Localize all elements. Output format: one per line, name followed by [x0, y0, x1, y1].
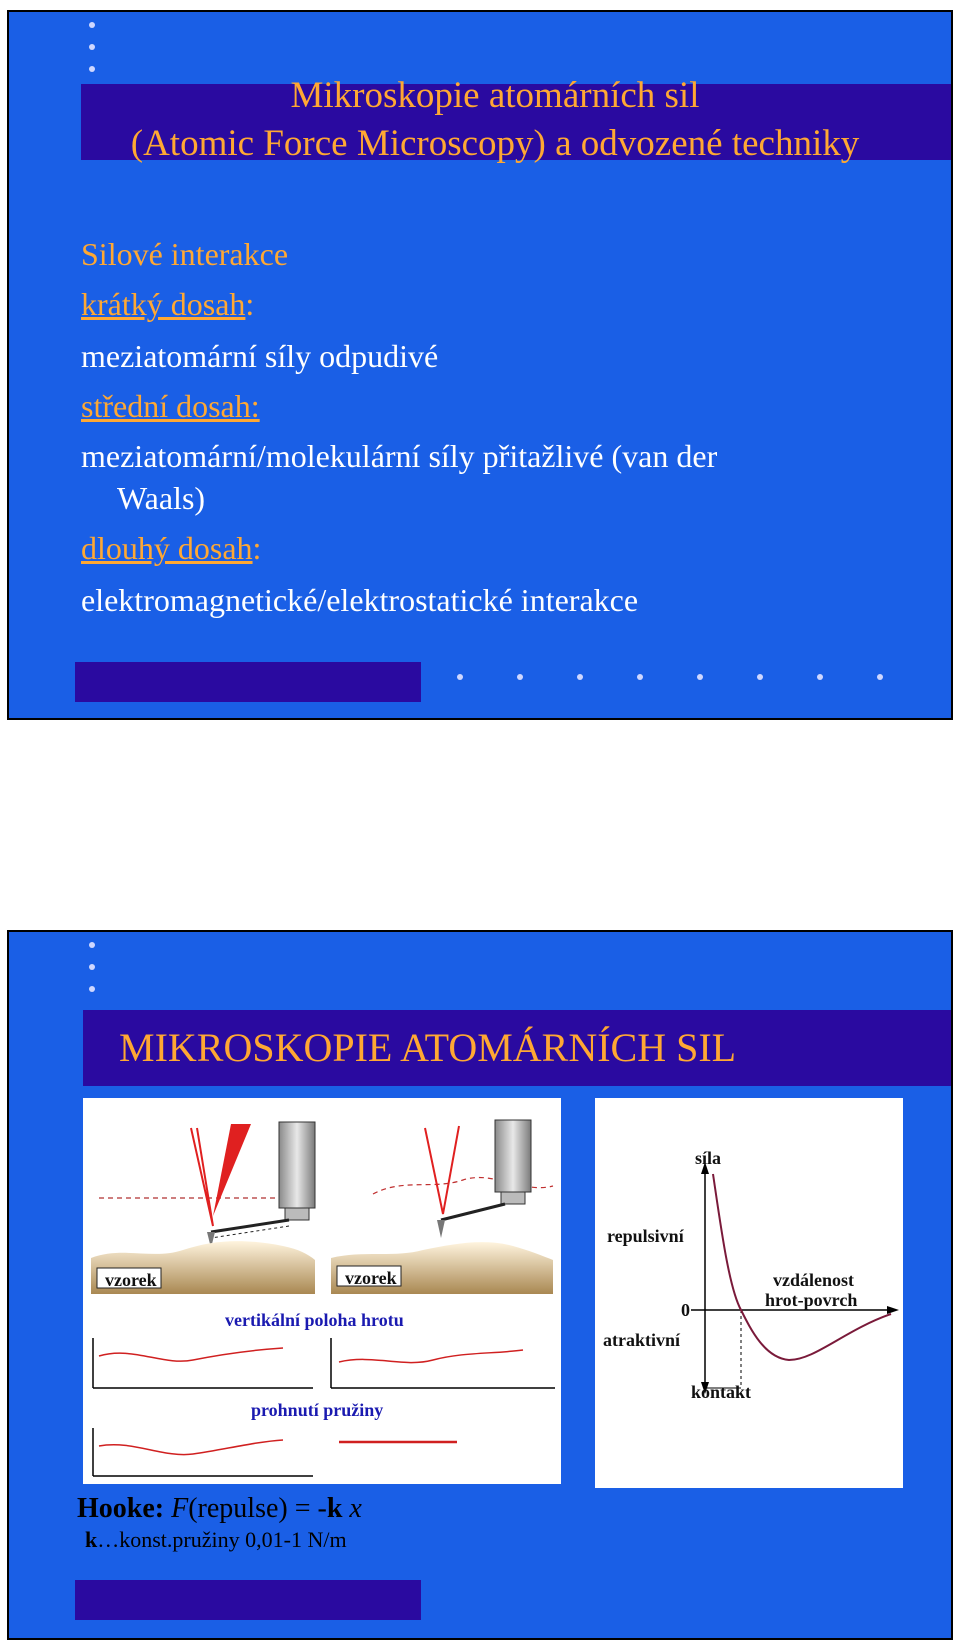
decor-dot [877, 674, 883, 680]
laser-beam-icon [213, 1124, 251, 1216]
piezo-icon [279, 1122, 315, 1208]
title-line-1: Mikroskopie atomárních sil [290, 75, 700, 116]
afm-cantilever-figure [83, 1098, 561, 1484]
short-range-heading [81, 284, 254, 324]
piezo-icon [495, 1120, 531, 1192]
interactions-heading: Silové interakce [81, 236, 289, 272]
force-distance-figure [595, 1098, 903, 1488]
decor-dot [697, 674, 703, 680]
footer-band [75, 1580, 421, 1620]
slide-2 [7, 930, 953, 1640]
decor-dot [577, 674, 583, 680]
hooke-f: F [171, 1493, 189, 1524]
decor-dot [89, 942, 95, 948]
decor-dot [517, 674, 523, 680]
repulsive-label: repulsivní [607, 1226, 684, 1246]
colon: : [252, 530, 262, 566]
constant-k: k [85, 1527, 98, 1552]
hooke-k: k [326, 1493, 343, 1524]
colon: : [245, 286, 255, 322]
decor-dot [637, 674, 643, 680]
long-range-desc: elektromagnetické/elektrostatické interakce [81, 582, 639, 618]
long-range-link[interactable]: dlouhý dosah [81, 530, 253, 566]
slide-1-title [49, 72, 941, 168]
sample-label-left: vzorek [105, 1270, 157, 1290]
mid-range-link[interactable]: střední dosah: [81, 388, 260, 424]
mid-range-desc-1: meziatomární/molekulární síly přitažlivé (van der [81, 438, 718, 474]
deflection-label: prohnutí pružiny [251, 1400, 384, 1420]
distance-label-2: hrot-povrch [765, 1290, 858, 1310]
hooke-law [77, 1492, 362, 1526]
slide-1 [7, 10, 953, 720]
decor-dot [89, 44, 95, 50]
decor-dot [89, 964, 95, 970]
vertical-position-label: vertikální poloha hrotu [225, 1310, 404, 1330]
mid-range-desc-2: Waals) [117, 480, 206, 516]
decor-dot [89, 22, 95, 28]
title-line-2: (Atomic Force Microscopy) a odvozené techniky [130, 123, 860, 164]
distance-label-1: vzdálenost [773, 1270, 854, 1290]
contact-label: kontakt [691, 1382, 752, 1402]
decor-dot [89, 986, 95, 992]
short-range-desc: meziatomární síly odpudivé [81, 338, 439, 374]
decor-dot [457, 674, 463, 680]
sample-label-right: vzorek [345, 1268, 397, 1288]
footer-band [75, 662, 421, 702]
afm-cantilever-drawing [83, 1098, 561, 1484]
hooke-prefix: Hooke: [77, 1493, 165, 1524]
short-range-link[interactable]: krátký dosah [81, 286, 246, 322]
hooke-mid: (repulse) = - [188, 1493, 327, 1524]
slide-2-title: MIKROSKOPIE ATOMÁRNÍCH SIL [119, 1025, 737, 1070]
constant-desc: …konst.pružiny 0,01-1 N/m [97, 1527, 347, 1552]
zero-label: 0 [681, 1300, 690, 1320]
long-range-heading [81, 528, 261, 568]
attractive-label: atraktivní [603, 1330, 681, 1350]
decor-dot [757, 674, 763, 680]
spring-constant [85, 1526, 347, 1554]
hooke-x: x [349, 1493, 362, 1524]
decor-dot [817, 674, 823, 680]
force-axis-label: síla [695, 1148, 722, 1168]
